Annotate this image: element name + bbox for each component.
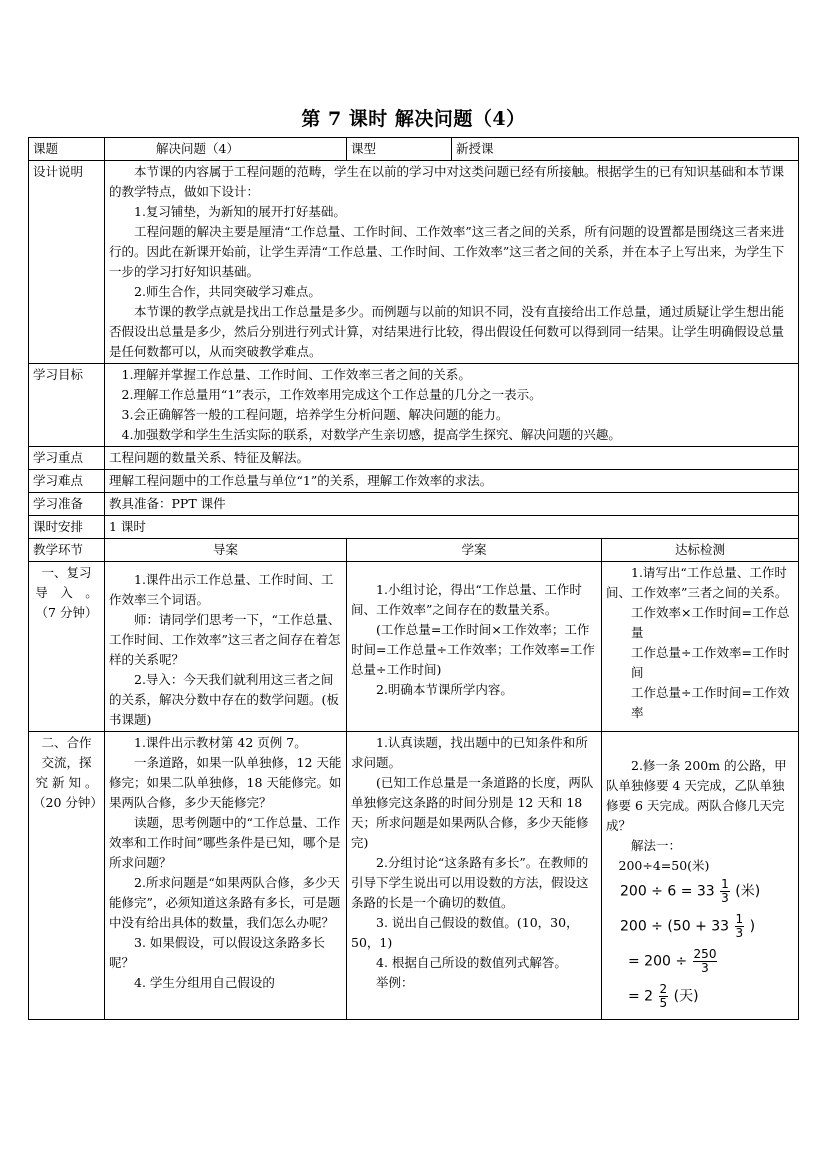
lesson-plan-table [28, 137, 799, 1020]
section2-label-line: 二、合作 [41, 735, 92, 750]
prep-value: 教具准备：PPT 课件 [105, 493, 799, 516]
design-row [29, 161, 799, 364]
design-label: 设计说明 [29, 161, 105, 364]
study-paragraph: 1.认真读题，找出题中的已知条件和所求问题。 [351, 735, 588, 770]
guide-paragraph: 读题，思考例题中的“工作总量、工作效率和工作时间”哪些条件是已知，哪个是所求问题？ [109, 815, 341, 870]
key-value: 工程问题的数量关系、特征及解法。 [105, 447, 799, 470]
study-paragraph: 3. 说出自己假设的数值。(10，30，50，1) [351, 915, 579, 950]
design-content [105, 161, 799, 364]
section2-label [29, 732, 105, 1020]
topic-row [29, 138, 799, 161]
check-method: 解法一： [631, 838, 682, 853]
key-label: 学习重点 [29, 447, 105, 470]
fraction-numerator: 2 [659, 982, 668, 996]
section1-row [29, 562, 799, 732]
section2-label-line: （20 分钟） [33, 795, 103, 810]
section1-check [602, 562, 799, 732]
study-paragraph: 4. 根据自己所设的数值列式解答。 [376, 955, 567, 970]
design-paragraph: 本节课的内容属于工程问题的范畴，学生在以前的学习中对这类问题已经有所接触。根据学生的已有知识基础和本节课的教学特点，做如下设计： [109, 164, 785, 199]
check-formula: 工作总量÷工作时间=工作效率 [631, 685, 790, 720]
goal-item: 2.理解工作总量用“1”表示，工作效率用完成这个工作总量的几分之一表示。 [121, 387, 542, 402]
guide-paragraph: 4. 学生分组用自己假设的 [134, 975, 275, 990]
guide-paragraph: 师：请同学们思考一下，“工作总量、工作时间、工作效率”这三者之间存在着怎样的关系呢？ [109, 612, 341, 667]
difficulty-row [29, 470, 799, 493]
math-unit: (天) [673, 988, 699, 1005]
goal-item: 4.加强数学和学生生活实际的联系，对数学产生亲切感，提高学生探究、解决问题的兴趣。 [121, 427, 621, 442]
goals-row [29, 364, 799, 447]
section2-label-line: 交流，探 [41, 755, 92, 770]
fraction [735, 913, 745, 940]
prep-row [29, 493, 799, 516]
check-problem: 2.修一条 200m 的公路，甲队单独修要 4 天完成，乙队单独修要 6 天完成。两队合修几天完成？ [606, 758, 787, 833]
check-formula: 工作效率×工作时间=工作总量 [631, 605, 790, 640]
section2-check [602, 732, 799, 1020]
check-step-5 [606, 983, 794, 1010]
section1-guide [105, 562, 347, 732]
fraction [693, 948, 718, 975]
fraction-denominator: 5 [659, 996, 668, 1010]
check-step-4 [606, 948, 794, 975]
type-value: 新授课 [452, 138, 799, 161]
check-formula: 工作总量÷工作效率=工作时间 [631, 645, 790, 680]
section2-study [347, 732, 602, 1020]
fraction-numerator: 250 [693, 947, 717, 961]
stage-header: 教学环节 [29, 539, 105, 562]
math-text: = 200 ÷ [628, 953, 688, 970]
study-paragraph: 1.小组讨论，得出“工作总量、工作时间、工作效率”之间存在的数量关系。 [351, 582, 582, 617]
study-paragraph: (工作总量=工作时间×工作效率；工作时间=工作总量÷工作效率；工作效率=工作总量÷工作时间) [351, 622, 595, 677]
guide-paragraph: 3. 如果假设，可以假设这条路多长呢？ [109, 935, 325, 970]
column-header-row [29, 539, 799, 562]
goals-content [105, 364, 799, 447]
fraction-numerator: 1 [735, 912, 744, 926]
guide-paragraph: 1.课件出示工作总量、工作时间、工作效率三个词语。 [109, 572, 334, 607]
math-text: 200 ÷ (50 + 33 [620, 918, 730, 935]
goals-label: 学习目标 [29, 364, 105, 447]
section2-guide [105, 732, 347, 1020]
math-text: ) [749, 918, 756, 935]
goal-item: 3.会正确解答一般的工程问题，培养学生分析问题、解决问题的能力。 [121, 407, 509, 422]
section1-label-line: 一、复习 [41, 565, 92, 580]
topic-label: 课题 [29, 138, 105, 161]
goal-item: 1.理解并掌握工作总量、工作时间、工作效率三者之间的关系。 [121, 367, 471, 382]
fraction-denominator: 3 [721, 891, 729, 905]
study-header: 学案 [347, 539, 602, 562]
section1-study [347, 562, 602, 732]
math-text: = 2 [628, 988, 654, 1005]
math-unit: (米) [735, 883, 761, 900]
prep-label: 学习准备 [29, 493, 105, 516]
study-paragraph: (已知工作总量是一条道路的长度，两队单独修完这条路的时间分别是 12 天和 18 天；所求问题是如果两队合修，多少天能修完) [351, 775, 594, 850]
guide-paragraph: 一条道路，如果一队单独修，12 天能修完；如果二队单独修，18 天能修完。如果两队合修，多少天能修完？ [109, 755, 342, 810]
difficulty-label: 学习难点 [29, 470, 105, 493]
guide-paragraph: 2.所求问题是“如果两队合修，多少天能修完”，必须知道这条路有多长，可是题中没有给出具体的数量，我们怎么办呢？ [109, 875, 341, 930]
difficulty-value: 理解工程问题中的工作总量与单位“1”的关系，理解工作效率的求法。 [105, 470, 799, 493]
design-paragraph: 本节课的教学点就是找出工作总量是多少。而例题与以前的知识不同，没有直接给出工作总量，通过质疑让学生想出能否假设出总量是多少，然后分别进行列式计算，对结果进行比较，得出假设任何数可以得到同一结果。让学生明确假设总量是任何数都可以，从而突破教学难点。 [109, 304, 785, 359]
design-paragraph: 1.复习铺垫，为新知的展开打好基础。 [134, 204, 346, 219]
check-step: 200÷4=50(米) [618, 858, 710, 873]
guide-paragraph: 2.导入：今天我们就利用这三者之间的关系，解决分数中存在的数学问题。(板书课题) [109, 672, 339, 727]
guide-header: 导案 [105, 539, 347, 562]
fraction-denominator: 3 [735, 926, 744, 940]
study-paragraph: 举例： [376, 975, 414, 990]
check-step-2 [606, 878, 794, 905]
schedule-value: 1 课时 [105, 516, 799, 539]
study-paragraph: 2.明确本节课所学内容。 [376, 682, 513, 697]
study-paragraph: 2.分组讨论“这条路有多长”。在教师的引导下学生说出可以用设数的方法，假设这条路的长是一个确切的数值。 [351, 855, 589, 910]
design-paragraph: 2.师生合作，共同突破学习难点。 [134, 284, 321, 299]
section1-label-line: （7 分钟） [35, 605, 98, 620]
design-paragraph: 工程问题的解决主要是厘清“工作总量、工作时间、工作效率”这三者之间的关系，所有问题的设置都是围绕这三者来进行的。因此在新课开始前，让学生弄清“工作总量、工作时间、工作效率”这三者之间的关系，并在本子上写出来，为学生下一步的学习打好知识基础。 [109, 224, 785, 279]
topic-value: 解决问题（4） [105, 138, 347, 161]
section1-label [29, 562, 105, 732]
key-row [29, 447, 799, 470]
section2-row [29, 732, 799, 1020]
type-label: 课型 [347, 138, 452, 161]
schedule-row [29, 516, 799, 539]
check-step-3 [606, 913, 794, 940]
fraction [720, 878, 730, 905]
fraction-denominator: 3 [701, 961, 709, 975]
schedule-label: 课时安排 [29, 516, 105, 539]
page-title: 第 7 课时 解决问题（4） [301, 108, 526, 130]
check-paragraph: 1.请写出“工作总量、工作时间、工作效率”三者之间的关系。 [606, 565, 788, 600]
fraction [659, 983, 669, 1010]
section1-label-line: 导 入 。 [35, 585, 98, 600]
math-text: 200 ÷ 6 = 33 [620, 883, 715, 900]
guide-paragraph: 1.课件出示教材第 42 页例 7。 [134, 735, 307, 750]
section2-label-line: 究 新 知 。 [35, 775, 98, 790]
check-header: 达标检测 [602, 539, 799, 562]
fraction-numerator: 1 [721, 877, 729, 891]
